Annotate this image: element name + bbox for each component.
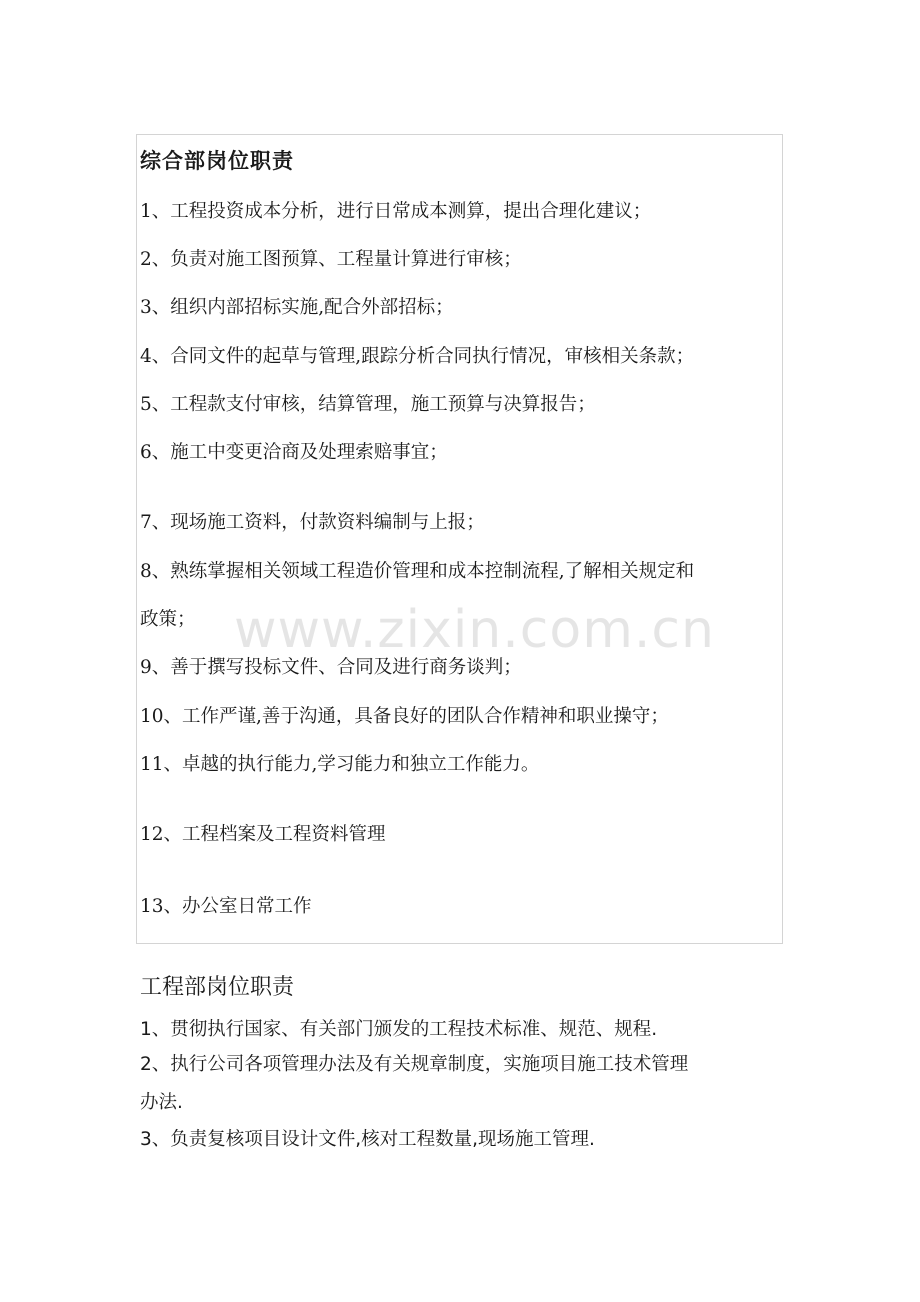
- section1-item-8-cont: 政策；: [140, 609, 196, 630]
- section2-title: 工程部岗位职责: [140, 975, 295, 1000]
- section1-item-3: 3、组织内部招标实施,配合外部招标；: [140, 297, 454, 318]
- section1-item-1: 1、工程投资成本分析，进行日常成本测算，提出合理化建议；: [140, 201, 652, 222]
- section1-item-4: 4、合同文件的起草与管理,跟踪分析合同执行情况，审核相关条款；: [140, 346, 695, 367]
- section1-item-5: 5、工程款支付审核，结算管理，施工预算与决算报告；: [140, 394, 596, 415]
- section1-item-12: 12、工程档案及工程资料管理: [140, 824, 386, 845]
- section1-item-6: 6、施工中变更洽商及处理索赔事宜；: [140, 442, 448, 463]
- section2-item-2: 2、执行公司各项管理办法及有关规章制度，实施项目施工技术管理: [140, 1054, 689, 1075]
- section1-item-11: 11、卓越的执行能力,学习能力和独立工作能力。: [140, 754, 540, 775]
- watermark-text: www.zixin.com.cn: [234, 600, 715, 660]
- section1-item-2: 2、负责对施工图预算、工程量计算进行审核；: [140, 249, 522, 270]
- section1-title: 综合部岗位职责: [140, 148, 294, 173]
- section1-item-9: 9、善于撰写投标文件、合同及进行商务谈判；: [140, 657, 522, 678]
- section2-item-1: 1、贯彻执行国家、有关部门颁发的工程技术标准、规范、规程.: [140, 1019, 658, 1040]
- section1-item-7: 7、现场施工资料，付款资料编制与上报；: [140, 512, 485, 533]
- section1-item-8: 8、熟练掌握相关领域工程造价管理和成本控制流程,了解相关规定和: [140, 561, 695, 582]
- section2-item-2-cont: 办法.: [140, 1092, 183, 1113]
- section1-item-13: 13、办公室日常工作: [140, 896, 312, 917]
- section2-item-3: 3、负责复核项目设计文件,核对工程数量,现场施工管理.: [140, 1129, 595, 1150]
- section1-item-10: 10、工作严谨,善于沟通，具备良好的团队合作精神和职业操守；: [140, 706, 669, 727]
